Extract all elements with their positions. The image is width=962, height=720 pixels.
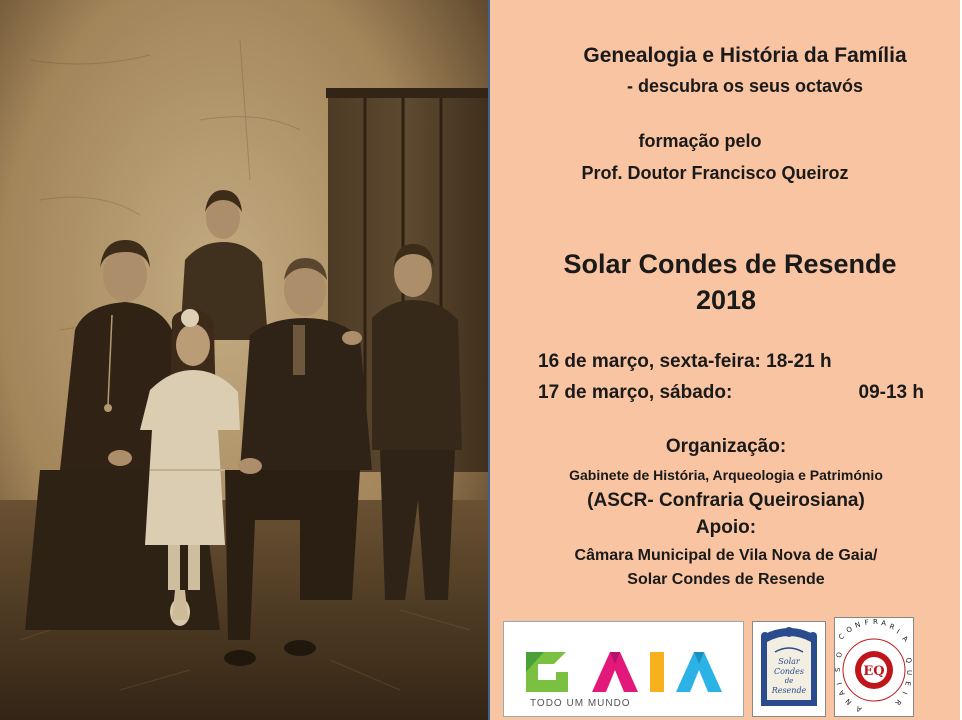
organization-line-1: Gabinete de História, Arqueologia e Património — [569, 467, 883, 483]
svg-text:Q: Q — [904, 656, 913, 664]
svg-text:C: C — [837, 632, 847, 642]
solar-text-3: de — [784, 677, 794, 685]
event-title: Genealogia e História da Família — [583, 44, 907, 67]
svg-text:O: O — [835, 651, 844, 659]
svg-text:A: A — [837, 688, 847, 697]
svg-text:N: N — [844, 696, 854, 707]
confraria-seal — [835, 618, 913, 716]
svg-text:A: A — [900, 634, 910, 644]
solar-crest — [753, 622, 825, 716]
confraria-queirosiana-logo — [834, 617, 914, 717]
solar-text-2: Condes — [773, 667, 805, 676]
solar-text-4: Resende — [771, 686, 807, 695]
session-1-time: 18-21 h — [766, 351, 832, 372]
svg-text:O: O — [845, 625, 854, 635]
training-line: formação pelo — [638, 131, 762, 151]
organization-line-2: (ASCR- Confraria Queirosiana) — [587, 490, 865, 511]
session-2-time: 09-13 h — [858, 382, 924, 403]
svg-text:E: E — [903, 680, 912, 687]
session-1 — [538, 351, 832, 373]
svg-text:I: I — [835, 681, 844, 686]
svg-text:R: R — [893, 697, 903, 707]
support-heading: Apoio: — [695, 517, 757, 538]
support-line-2: Solar Condes de Resende — [627, 571, 825, 588]
svg-text:R: R — [873, 618, 878, 626]
svg-text:I: I — [900, 690, 909, 696]
event-subtitle: - descubra os seus octavós — [626, 76, 864, 96]
svg-text:A: A — [855, 704, 863, 714]
svg-text:F: F — [864, 618, 870, 627]
support-line-1: Câmara Municipal de Vila Nova de Gaia/ — [574, 547, 878, 564]
svg-text:S: S — [834, 667, 842, 672]
gaia-logo — [503, 621, 744, 717]
session-2-label: 17 de março, sábado: — [538, 382, 733, 403]
svg-text:A: A — [880, 619, 887, 628]
svg-text:R: R — [888, 622, 896, 632]
gaia-tagline: TODO UM MUNDO — [530, 698, 631, 709]
venue-name: Solar Condes de Resende — [563, 249, 897, 279]
event-year: 2018 — [695, 285, 757, 315]
solar-condes-de-resende-logo — [752, 621, 826, 717]
confraria-monogram: EQ — [863, 664, 885, 679]
session-1-label: 16 de março, sexta-feira: — [538, 351, 761, 372]
svg-text:I: I — [895, 627, 901, 636]
svg-text:N: N — [853, 620, 862, 630]
session-2 — [538, 382, 924, 404]
solar-text-1: Solar — [778, 657, 800, 666]
organization-heading: Organização: — [665, 436, 787, 457]
svg-text:U: U — [905, 670, 913, 676]
info-panel — [488, 0, 960, 720]
trainer-name: Prof. Doutor Francisco Queiroz — [581, 163, 849, 183]
